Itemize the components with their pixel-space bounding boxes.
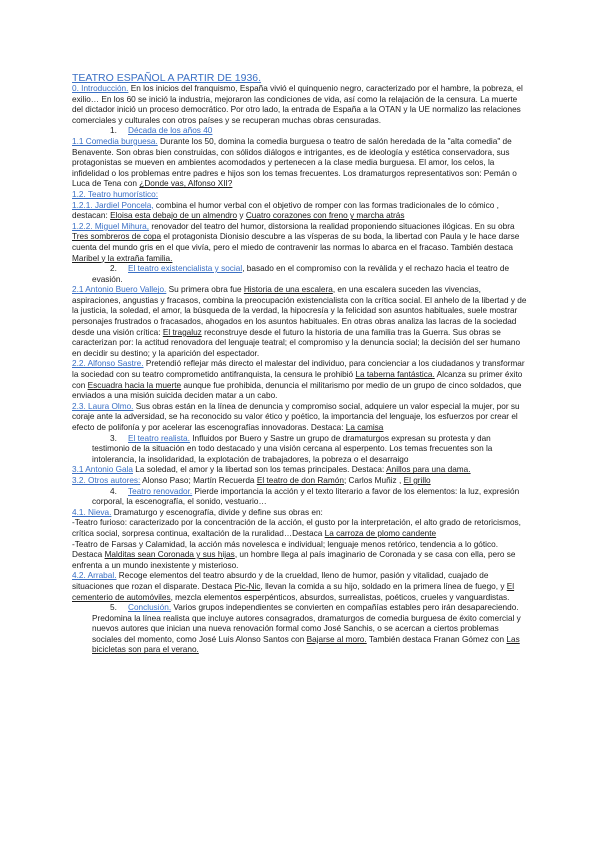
heading-link[interactable]: 2.1 Antonio Buero Vallejo.: [72, 285, 167, 295]
text-run: , mezcla elementos esperpénticos, absurdos, surrealistas, poéticos, crueles y vanguardistas.: [170, 592, 510, 602]
work-title: Eloisa esta debajo de un almendro: [110, 211, 238, 221]
heading-link[interactable]: 2.3. Laura Olmo.: [72, 401, 134, 411]
text-run: -Teatro furioso: caracterizado por la concentración de la acción, el gusto por la interpretación, el alto grado de retoricismos, crítica social, sorpresa continua, exaltación de la ruralidad…Destaca: [72, 518, 521, 538]
paragraph-intro: [72, 84, 530, 126]
text-run: el protagonista Dionisio descubre a las vísperas de su boda, la libertad con Paula y le hace darse cuenta del mundo gris en el que vivía, pero el miedo de contravenir las normas lo abarca en el fracaso. También destaca: [72, 232, 520, 252]
text-run: Recoge elementos del teatro absurdo y de la crueldad, lleno de humor, pasión y vitalidad, cuajado de situaciones que rozan el disparate. Destaca: [72, 571, 489, 591]
text-run: Su primera obra fue: [166, 285, 244, 295]
paragraph-p41a: [72, 518, 530, 539]
text-run: renovador del teatro del humor, distorsiona la realidad proponiendo situaciones ilógicas. En su obra: [149, 221, 515, 231]
section-heading-sec2: [72, 264, 530, 285]
text-run: ; Carlos Muñiz ,: [343, 475, 404, 485]
text-run: reconstruye desde el futuro la historia de una familia tras la Guerra. Sus obras se caracterizan por: la actitud renovadora del lenguaje teatral; el compromiso y la denuncia social; la decisión del ser humano en decidir su destino; y la aparición del espectador.: [72, 327, 521, 358]
document-body: [72, 84, 530, 656]
paragraph-p32: [72, 476, 530, 487]
heading-link[interactable]: El teatro realista.: [128, 433, 190, 443]
text-run: Alonso Paso; Martín Recuerda: [140, 475, 257, 485]
work-title: Malditas sean Coronada y sus hijas: [104, 550, 235, 560]
work-title: La camisa: [345, 423, 384, 432]
heading-link[interactable]: Conclusión.: [128, 603, 172, 613]
text-run: , basado en el compromiso con la revàlida y el rechazo hacia el teatro de evasión.: [92, 264, 510, 284]
text-run: , en una escalera suceden las vivencias, aspiraciones, angustias y fracasos, combina la preocupación existencialista con la crítica social. El anhelo de la libertad y de la justicia, la soledad, el amor, la búsqueda de la verdad, la hipocresía y la felicidad son asuntos habituales, suele mostrar personajes frustrados o fracasados, ahogados en los asuntos habituales. En otras obras analiza las lacras de la sociedad desde una visión crítica:: [72, 285, 527, 337]
heading-link[interactable]: Década de los años 40: [128, 126, 213, 136]
text-run: Dramaturgo y escenografía, divide y define sus obras en:: [111, 507, 323, 517]
text-run: Durante los 50, domina la comedia burguesa o teatro de salón heredada de la "alta comedia" de Benavente. Son obras bien construidas, con sólidos diálogos e intrigantes, es de ideología y estética conservadora, sus protagonistas se mueven en ambientes acomodados y pertenecen a la clase media burguesa. El amor, los celos, la infidelidad o los problemas entre padres e hijos son los temas frecuentes. Los dramaturgos representativos son: Pemán o Luca de Tena con: [72, 136, 517, 189]
text-run: Influidos por Buero y Sastre un grupo de dramaturgos expresan su protesta y dan testimonio de la situación en todo destacado y una visión cercana al esperpento. Los temas frecuentes son la intolerancia, la insolidaridad, la explotación de trabajadores, la pobreza o el desarraigo: [92, 433, 493, 464]
text-run: y: [237, 211, 246, 221]
heading-link[interactable]: 1.2. Teatro humorístico:: [72, 189, 159, 199]
heading-link[interactable]: Teatro renovador.: [128, 486, 193, 496]
section-number: 4.: [110, 486, 117, 496]
text-run: Pretendió reflejar más directo el malestar del individuo, para concienciar a los ciudadanos y transformar la sociedad con su teatro comprometido antifranquista, la censura le prohibió: [72, 359, 525, 380]
text-run: , un hombre llega al país imaginario de Coronada y se casa con ella, pero se enfrenta a un mundo inexistente y misterioso.: [72, 550, 516, 570]
paragraph-p11: [72, 137, 530, 190]
paragraph-p12: [72, 190, 530, 201]
heading-link[interactable]: 2.2. Alfonso Sastre.: [72, 359, 144, 369]
section-number: 5.: [110, 603, 117, 613]
work-title: La carroza de plomo candente: [324, 528, 437, 538]
paragraph-p22: [72, 359, 530, 401]
text-run: También destaca Franan Gómez con: [366, 634, 507, 644]
paragraph-p41: [72, 508, 530, 519]
text-run: Sus obras están en la línea de denuncia y compromiso social, adquiere un valor especial la mujer, por su coraje ante la adversidad, se ha reconocido su valor ético y poético, la importancia del lenguaje, los esfuerzos por crear el efecto de polifonía y por acelerar las escenografías innovadoras. Destaca:: [72, 401, 520, 432]
section-heading-sec5: [72, 603, 530, 656]
paragraph-p121: [72, 201, 530, 222]
work-title: Anillos para una dama.: [386, 465, 471, 475]
work-title: Bajarse al moro.: [306, 634, 367, 644]
work-title: El grillo: [403, 475, 431, 485]
heading-link[interactable]: 1.1 Comedia burguesa.: [72, 136, 158, 146]
work-title: Maribel y la extraña familia.: [72, 253, 173, 263]
text-run: aunque fue prohibida, denuncia el militarismo por medio de un grupo de cinco soldados, que enviados a una misión suicida deciden matar a un cabo.: [72, 380, 522, 401]
heading-link[interactable]: 4.1. Nieva.: [72, 507, 112, 517]
section-number: 3.: [110, 433, 117, 443]
text-run: Pierde importancia la acción y el texto literario a favor de los elementos: la luz, expresión corporal, la escenografía, el sonido, vestuario…: [92, 486, 520, 507]
section-number: 1.: [110, 126, 117, 136]
work-title: Pic-Nic: [234, 581, 261, 591]
heading-link[interactable]: 1.2.2. Miguel Mihura,: [72, 221, 150, 231]
work-title: Escuadra hacia la muerte: [87, 380, 182, 390]
heading-link[interactable]: 1.2.1. Jardiel Poncela,: [72, 200, 154, 210]
heading-link[interactable]: 0. Introducción.: [72, 84, 129, 93]
work-title: Historia de una escalera: [243, 285, 333, 295]
text-run: combina el humor verbal con el objetivo de romper con las formas tradicionales de lo cómico , destacan:: [72, 200, 499, 221]
paragraph-p23: [72, 402, 530, 434]
heading-link[interactable]: El teatro existencialista y social: [128, 264, 243, 274]
work-title: Las bicicletas son para el verano.: [92, 634, 520, 655]
text-run: , llevan la comida a su hijo, soldado en la primera línea de fuego, y: [260, 581, 507, 591]
section-number: 2.: [110, 264, 117, 274]
work-title: El tragaluz: [162, 327, 202, 337]
text-run: En los inicios del franquismo, España vivió el quinquenio negro, caracterizado por el hambre, la pobreza, el exilio… En los 60 se inició la industria, mejoraron las condiciones de vida, así como la relajación de la censura. La muerte del dictador inició un proceso democrático. Por otro lado, la entrada de España a la OTAN y la UE normalizo las relaciones comerciales y culturales con otros países y se recuperan muchas obras censuradas.: [72, 84, 523, 125]
document-title: TEATRO ESPAÑOL A PARTIR DE 1936.: [72, 72, 262, 84]
work-title: El cementerio de automóviles: [72, 581, 515, 602]
text-run: Alcanza su primer éxito con: [72, 370, 523, 390]
paragraph-p21: [72, 285, 530, 359]
paragraph-p41b: [72, 540, 530, 572]
text-run: -Teatro de Farsas y Calamidad, la acción más novelesca e individual; lenguaje menos retórico, tendencia a lo gótico. Destaca: [72, 539, 499, 560]
work-title: ¿Donde vas, Alfonso XII?: [139, 179, 233, 189]
paragraph-p42: [72, 571, 530, 603]
text-run: Varios grupos independientes se convierten en compañías estables pero irán desapareciendo. Predomina la línea realista que incluye autores consagrados, dramaturgos de comedia burguesa de éxito comercial y nuevos autores que inician una nueva renovación formal como José Sanchis, o se acercan a ciertos problemas sociales del momento, como José Luis Alonso Santos con: [92, 603, 521, 644]
paragraph-p31: [72, 465, 530, 476]
work-title: El teatro de don Ramón: [256, 475, 344, 485]
work-title: Cuatro corazones con freno y marcha atrás: [245, 211, 405, 221]
text-run: La soledad, el amor y la libertad son los temas principales. Destaca:: [133, 465, 387, 475]
work-title: La taberna fantástica.: [355, 370, 435, 380]
section-heading-sec1: [72, 126, 530, 137]
section-heading-sec3: [72, 434, 530, 466]
paragraph-p122: [72, 222, 530, 264]
section-heading-sec4: [72, 487, 530, 508]
heading-link[interactable]: 3.1 Antonio Gala: [72, 465, 134, 475]
work-title: Tres sombreros de copa: [72, 232, 162, 242]
heading-link[interactable]: 4.2. Arrabal.: [72, 571, 117, 581]
heading-link[interactable]: 3.2. Otros autores:: [72, 475, 141, 485]
